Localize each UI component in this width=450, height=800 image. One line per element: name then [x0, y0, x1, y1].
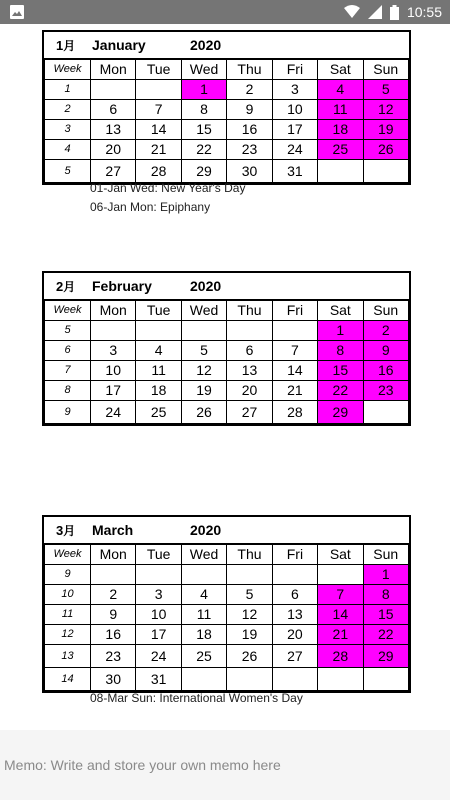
month-name: March	[92, 522, 134, 538]
day-cell[interactable]	[363, 160, 408, 183]
week-row	[45, 668, 409, 691]
day-cell[interactable]	[272, 565, 317, 585]
holiday-item: 06-Jan Mon: Epiphany	[90, 200, 211, 214]
week-number: 8	[45, 381, 91, 401]
week-row	[45, 321, 409, 341]
day-cell[interactable]: 22	[181, 140, 226, 160]
week-number: 11	[45, 605, 91, 625]
day-cell[interactable]	[318, 565, 363, 585]
col-tue: Tue	[136, 301, 181, 321]
day-cell-weekend[interactable]: 5	[363, 80, 408, 100]
day-cell[interactable]: 13	[227, 361, 272, 381]
col-week: Week	[45, 301, 91, 321]
week-row	[45, 100, 409, 120]
image-icon	[9, 4, 25, 20]
battery-icon	[390, 5, 399, 20]
day-cell[interactable]: 26	[227, 645, 272, 668]
day-cell[interactable]: 12	[227, 605, 272, 625]
week-number: 3	[45, 120, 91, 140]
day-cell-weekend[interactable]: 21	[318, 625, 363, 645]
day-cell[interactable]: 16	[91, 625, 136, 645]
calendar-january	[42, 30, 411, 185]
day-cell[interactable]: 20	[227, 381, 272, 401]
day-cell[interactable]	[227, 668, 272, 691]
day-cell-weekend[interactable]: 2	[363, 321, 408, 341]
day-cell[interactable]	[181, 321, 226, 341]
day-cell[interactable]: 5	[227, 585, 272, 605]
day-cell[interactable]: 10	[272, 100, 317, 120]
day-cell[interactable]: 27	[227, 401, 272, 424]
week-number: 4	[45, 140, 91, 160]
day-cell-weekend[interactable]: 26	[363, 140, 408, 160]
week-number: 6	[45, 341, 91, 361]
day-cell-weekend[interactable]: 8	[363, 585, 408, 605]
day-cell[interactable]	[91, 321, 136, 341]
day-cell-weekend[interactable]: 9	[363, 341, 408, 361]
day-cell[interactable]: 24	[272, 140, 317, 160]
col-thu: Thu	[227, 301, 272, 321]
day-cell[interactable]: 9	[91, 605, 136, 625]
week-row	[45, 361, 409, 381]
day-cell[interactable]: 21	[272, 381, 317, 401]
week-row	[45, 585, 409, 605]
day-cell[interactable]: 30	[91, 668, 136, 691]
day-cell-weekend[interactable]: 14	[318, 605, 363, 625]
week-row	[45, 625, 409, 645]
day-cell[interactable]: 30	[227, 160, 272, 183]
day-cell[interactable]	[272, 321, 317, 341]
day-cell-weekend[interactable]: 23	[363, 381, 408, 401]
day-cell[interactable]: 18	[136, 381, 181, 401]
day-cell[interactable]	[91, 80, 136, 100]
day-cell[interactable]: 19	[227, 625, 272, 645]
day-cell[interactable]: 24	[91, 401, 136, 424]
month-suffix: 月	[63, 279, 76, 294]
day-cell[interactable]: 14	[136, 120, 181, 140]
day-cell[interactable]	[136, 565, 181, 585]
col-fri: Fri	[272, 545, 317, 565]
day-cell[interactable]: 17	[136, 625, 181, 645]
day-cell[interactable]: 16	[227, 120, 272, 140]
col-sun: Sun	[363, 60, 408, 80]
col-sat: Sat	[318, 301, 363, 321]
week-number: 13	[45, 645, 91, 668]
col-sat: Sat	[318, 60, 363, 80]
col-tue: Tue	[136, 60, 181, 80]
col-thu: Thu	[227, 545, 272, 565]
status-bar	[0, 0, 450, 24]
week-number: 14	[45, 668, 91, 691]
day-cell[interactable]: 9	[227, 100, 272, 120]
week-row	[45, 341, 409, 361]
day-cell[interactable]: 18	[181, 625, 226, 645]
month-suffix: 月	[63, 38, 76, 53]
day-cell-weekend[interactable]: 15	[363, 605, 408, 625]
day-cell[interactable]: 27	[272, 645, 317, 668]
day-cell-weekend[interactable]: 7	[318, 585, 363, 605]
day-cell[interactable]	[363, 401, 408, 424]
signal-icon	[368, 5, 382, 19]
day-cell-weekend[interactable]: 29	[363, 645, 408, 668]
day-cell[interactable]: 6	[91, 100, 136, 120]
day-cell[interactable]: 31	[136, 668, 181, 691]
col-mon: Mon	[91, 60, 136, 80]
col-week: Week	[45, 545, 91, 565]
day-cell[interactable]: 15	[181, 120, 226, 140]
day-cell[interactable]: 10	[91, 361, 136, 381]
day-cell[interactable]: 27	[91, 160, 136, 183]
col-tue: Tue	[136, 545, 181, 565]
day-cell[interactable]	[272, 668, 317, 691]
calendar-header	[44, 517, 409, 544]
day-cell[interactable]: 4	[181, 585, 226, 605]
day-cell-holiday[interactable]: 1	[181, 80, 226, 100]
day-cell[interactable]: 10	[136, 605, 181, 625]
day-cell[interactable]: 21	[136, 140, 181, 160]
day-cell[interactable]: 17	[91, 381, 136, 401]
col-week: Week	[45, 60, 91, 80]
week-row	[45, 605, 409, 625]
week-number: 2	[45, 100, 91, 120]
day-cell-weekend[interactable]: 22	[363, 625, 408, 645]
week-row	[45, 565, 409, 585]
week-row	[45, 381, 409, 401]
day-cell-weekend[interactable]: 1	[363, 565, 408, 585]
col-sun: Sun	[363, 301, 408, 321]
weekday-header-row	[45, 301, 409, 321]
day-cell[interactable]: 29	[181, 160, 226, 183]
day-cell[interactable]: 23	[227, 140, 272, 160]
day-cell-weekend[interactable]: 8	[318, 341, 363, 361]
day-cell-weekend[interactable]: 29	[318, 401, 363, 424]
calendar-february	[42, 271, 411, 426]
weekday-header-row	[45, 60, 409, 80]
day-cell-weekend[interactable]: 19	[363, 120, 408, 140]
col-wed: Wed	[181, 60, 226, 80]
day-cell[interactable]	[227, 321, 272, 341]
day-cell[interactable]: 6	[272, 585, 317, 605]
week-number: 5	[45, 321, 91, 341]
day-cell[interactable]	[181, 565, 226, 585]
holiday-item: 01-Jan Wed: New Year's Day	[90, 181, 246, 195]
col-fri: Fri	[272, 301, 317, 321]
month-suffix: 月	[63, 523, 76, 538]
month-number: 1	[56, 37, 64, 53]
week-row	[45, 140, 409, 160]
year: 2020	[190, 37, 222, 53]
year: 2020	[190, 278, 222, 294]
day-cell[interactable]: 11	[181, 605, 226, 625]
day-cell[interactable]: 24	[136, 645, 181, 668]
calendar-grid	[44, 300, 409, 424]
week-row	[45, 645, 409, 668]
day-cell[interactable]	[227, 565, 272, 585]
day-cell[interactable]: 19	[181, 381, 226, 401]
week-number: 1	[45, 80, 91, 100]
day-cell[interactable]: 26	[181, 401, 226, 424]
holiday-item: 08-Mar Sun: International Women's Day	[90, 691, 303, 705]
day-cell[interactable]: 7	[136, 100, 181, 120]
day-cell-weekend[interactable]: 15	[318, 361, 363, 381]
month-name: February	[92, 278, 152, 294]
day-cell[interactable]: 31	[272, 160, 317, 183]
day-cell[interactable]: 3	[272, 80, 317, 100]
col-mon: Mon	[91, 301, 136, 321]
day-cell[interactable]: 6	[227, 341, 272, 361]
day-cell[interactable]	[136, 321, 181, 341]
day-cell[interactable]	[318, 160, 363, 183]
calendar-march	[42, 515, 411, 693]
day-cell[interactable]: 3	[136, 585, 181, 605]
day-cell[interactable]: 5	[181, 341, 226, 361]
day-cell-weekend[interactable]: 4	[318, 80, 363, 100]
day-cell[interactable]: 25	[181, 645, 226, 668]
col-sun: Sun	[363, 545, 408, 565]
day-cell[interactable]	[91, 565, 136, 585]
day-cell-weekend[interactable]: 18	[318, 120, 363, 140]
day-cell[interactable]: 11	[136, 361, 181, 381]
day-cell-weekend[interactable]: 25	[318, 140, 363, 160]
calendar-grid	[44, 544, 409, 691]
holiday-list-january	[90, 179, 245, 217]
week-row	[45, 80, 409, 100]
day-cell[interactable]: 2	[227, 80, 272, 100]
day-cell[interactable]: 23	[91, 645, 136, 668]
month-number: 2	[56, 278, 64, 294]
day-cell[interactable]: 3	[91, 341, 136, 361]
month-name: January	[92, 37, 146, 53]
col-wed: Wed	[181, 301, 226, 321]
day-cell[interactable]: 2	[91, 585, 136, 605]
week-number: 9	[45, 401, 91, 424]
col-thu: Thu	[227, 60, 272, 80]
col-fri: Fri	[272, 60, 317, 80]
col-mon: Mon	[91, 545, 136, 565]
memo-placeholder[interactable]: Memo: Write and store your own memo here	[4, 757, 281, 773]
month-number: 3	[56, 522, 64, 538]
week-row	[45, 401, 409, 424]
day-cell[interactable]: 8	[181, 100, 226, 120]
day-cell[interactable]: 4	[136, 341, 181, 361]
day-cell[interactable]: 13	[272, 605, 317, 625]
day-cell-weekend[interactable]: 28	[318, 645, 363, 668]
week-number: 12	[45, 625, 91, 645]
calendar-grid	[44, 59, 409, 183]
memo-field[interactable]	[0, 730, 450, 800]
day-cell-weekend[interactable]: 1	[318, 321, 363, 341]
day-cell-weekend[interactable]: 12	[363, 100, 408, 120]
holiday-list-march	[90, 689, 303, 708]
week-number: 5	[45, 160, 91, 183]
weekday-header-row	[45, 545, 409, 565]
col-sat: Sat	[318, 545, 363, 565]
day-cell[interactable]: 17	[272, 120, 317, 140]
week-number: 10	[45, 585, 91, 605]
day-cell[interactable]: 28	[136, 160, 181, 183]
day-cell[interactable]	[318, 668, 363, 691]
day-cell[interactable]: 13	[91, 120, 136, 140]
calendar-header	[44, 32, 409, 59]
day-cell-weekend[interactable]: 16	[363, 361, 408, 381]
day-cell[interactable]	[181, 668, 226, 691]
week-number: 9	[45, 565, 91, 585]
calendar-header	[44, 273, 409, 300]
day-cell[interactable]	[136, 80, 181, 100]
day-cell[interactable]: 20	[91, 140, 136, 160]
day-cell-weekend[interactable]: 22	[318, 381, 363, 401]
status-time: 10:55	[406, 4, 442, 20]
wifi-icon	[344, 5, 360, 19]
year: 2020	[190, 522, 222, 538]
day-cell[interactable]: 12	[181, 361, 226, 381]
col-wed: Wed	[181, 545, 226, 565]
day-cell[interactable]: 25	[136, 401, 181, 424]
day-cell-weekend[interactable]: 11	[318, 100, 363, 120]
week-number: 7	[45, 361, 91, 381]
week-row	[45, 120, 409, 140]
day-cell[interactable]	[363, 668, 408, 691]
day-cell[interactable]: 7	[272, 341, 317, 361]
day-cell[interactable]: 28	[272, 401, 317, 424]
day-cell[interactable]: 20	[272, 625, 317, 645]
day-cell[interactable]: 14	[272, 361, 317, 381]
